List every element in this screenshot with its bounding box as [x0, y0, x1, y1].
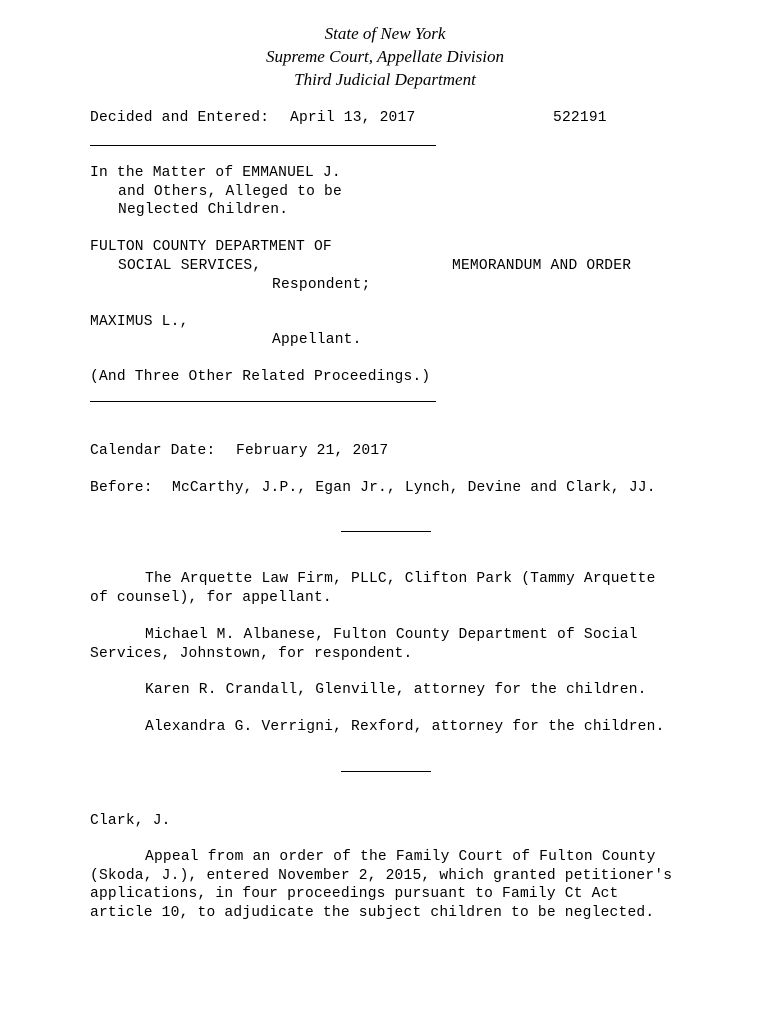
opinion-author: Clark, J. — [90, 813, 171, 829]
calendar-date-label: Calendar Date: — [90, 443, 216, 459]
appellant-name: MAXIMUS L., — [90, 314, 189, 330]
docket-number: 522191 — [553, 110, 607, 126]
document-type: MEMORANDUM AND ORDER — [452, 258, 632, 274]
opinion-paragraph-line-3: applications, in four proceedings pursuant to Family Ct Act — [90, 886, 619, 902]
court-name: Supreme Court, Appellate Division — [266, 47, 504, 66]
opinion-paragraph-line-2: (Skoda, J.), entered November 2, 2015, which granted petitioner's — [90, 868, 673, 884]
court-department: Third Judicial Department — [294, 70, 476, 89]
section-divider — [341, 531, 431, 532]
appellant-role: Appellant. — [272, 332, 362, 348]
court-state: State of New York — [324, 24, 446, 43]
matter-line-3: Neglected Children. — [118, 202, 289, 218]
matter-line-2: and Others, Alleged to be — [118, 184, 342, 200]
caption-top-rule — [90, 145, 436, 146]
respondent-name-line-1: FULTON COUNTY DEPARTMENT OF — [90, 239, 332, 255]
counsel-respondent-line-1: Michael M. Albanese, Fulton County Department of Social — [145, 627, 638, 643]
respondent-name-line-2: SOCIAL SERVICES, — [118, 258, 262, 274]
counsel-appellant-line-2: of counsel), for appellant. — [90, 590, 332, 606]
before-label: Before: — [90, 480, 153, 496]
attorney-for-children-1: Karen R. Crandall, Glenville, attorney for the children. — [145, 682, 647, 698]
attorney-for-children-2: Alexandra G. Verrigni, Rexford, attorney for the children. — [145, 719, 665, 735]
decided-label: Decided and Entered: — [90, 110, 270, 126]
related-proceedings: (And Three Other Related Proceedings.) — [90, 369, 431, 385]
section-divider-2 — [341, 771, 431, 772]
decided-date: April 13, 2017 — [290, 110, 416, 126]
caption-bottom-rule — [90, 401, 436, 402]
opinion-paragraph-line-4: article 10, to adjudicate the subject children to be neglected. — [90, 905, 655, 921]
respondent-role: Respondent; — [272, 277, 371, 293]
calendar-date: February 21, 2017 — [236, 443, 389, 459]
panel-judges: McCarthy, J.P., Egan Jr., Lynch, Devine and Clark, JJ. — [172, 480, 656, 496]
counsel-appellant-line-1: The Arquette Law Firm, PLLC, Clifton Park (Tammy Arquette — [145, 571, 656, 587]
counsel-respondent-line-2: Services, Johnstown, for respondent. — [90, 646, 413, 662]
matter-line-1: In the Matter of EMMANUEL J. — [90, 165, 341, 181]
opinion-paragraph-line-1: Appeal from an order of the Family Court of Fulton County — [145, 849, 656, 865]
